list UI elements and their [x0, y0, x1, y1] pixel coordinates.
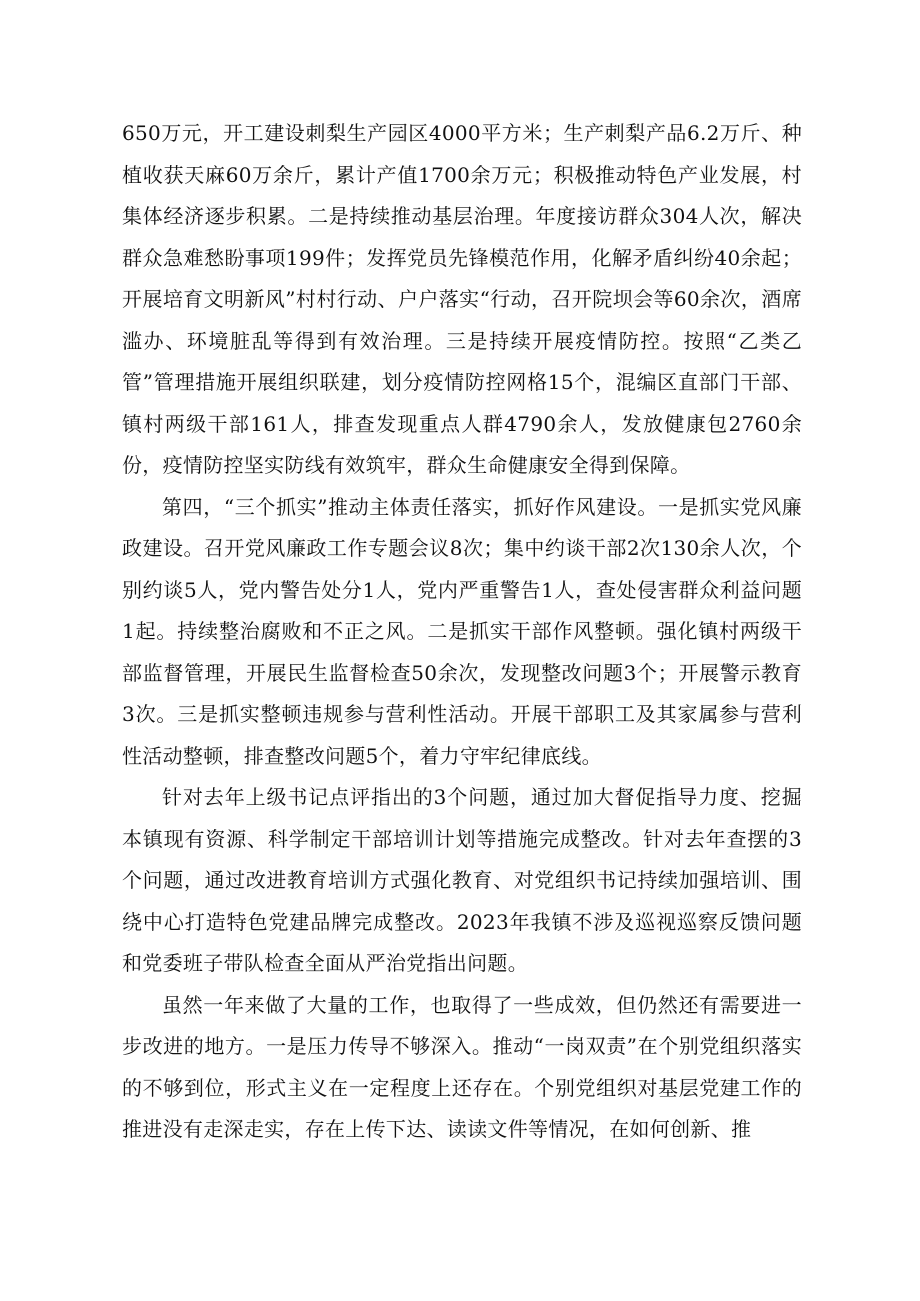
paragraph-shortcomings: 虽然一年来做了大量的工作，也取得了一些成效，但仍然还有需要进一步改进的地方。一是压力传导不够深入。推动“一岗双责”在个别党组织落实的不够到位，形式主义在一定程度上还存在。个别党组织对基层党建工作的推进没有走深走实，存在上传下达、读读文件等情况，在如何创新、推 [122, 992, 802, 1141]
paragraph-fourth-point: 第四，“三个抓实”推动主体责任落实，抓好作风建设。一是抓实党风廉政建设。召开党风廉政工作专题会议8次；集中约谈干部2次130余人次，个别约谈5人，党内警告处分1人，党内严重警告1人，查处侵害群众利益问题1起。持续整治腐败和不正之风。二是抓实干部作风整顿。强化镇村两级干部监督管理，开展民生监督检查50余次，发现整改问题3个；开展警示教育3次。三是抓实整顿违规参与营利性活动。开展干部职工及其家属参与营利性活动整顿，排查整改问题5个，着力守牢纪律底线。 [122, 494, 802, 768]
paragraph-continued: 650万元，开工建设刺梨生产园区4000平方米；生产刺梨产品6.2万斤、种植收获天麻60万余斤，累计产值1700余万元；积极推动特色产业发展，村集体经济逐步积累。二是持续推动基层治理。年度接访群众304人次，解决群众急难愁盼事项199件；发挥党员先锋模范作用，化解矛盾纠纷40余起；开展培育文明新风”村村行动、户户落实“行动，召开院坝会等60余次，酒席滥办、环境脏乱等得到有效治理。三是持续开展疫情防控。按照“乙类乙管”管理措施开展组织联建，划分疫情防控网格15个，混编区直部门干部、镇村两级干部161人，排查发现重点人群4790余人，发放健康包2760余份，疫情防控坚实防线有效筑牢，群众生命健康安全得到保障。 [122, 121, 802, 477]
paragraph-rectification: 针对去年上级书记点评指出的3个问题，通过加大督促指导力度、挖掘本镇现有资源、科学制定干部培训计划等措施完成整改。针对去年查摆的3个问题，通过改进教育培训方式强化教育、对党组织书记持续加强培训、围绕中心打造特色党建品牌完成整改。2023年我镇不涉及巡视巡察反馈问题和党委班子带队检查全面从严治党指出问题。 [122, 785, 802, 975]
document-body [122, 113, 802, 1151]
